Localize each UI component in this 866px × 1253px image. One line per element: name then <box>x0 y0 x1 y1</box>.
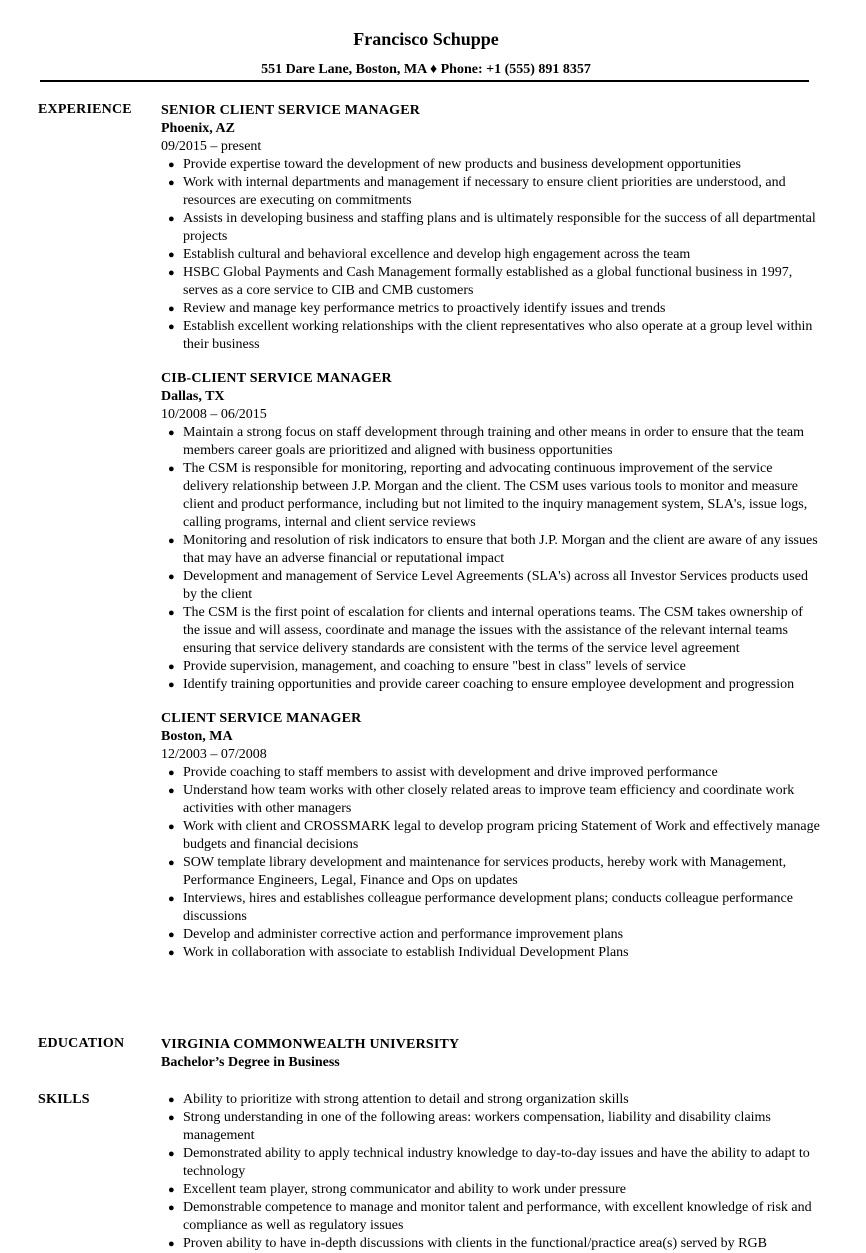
list-item <box>161 318 821 354</box>
list-item <box>161 1235 821 1253</box>
skills-list <box>161 1091 821 1253</box>
bullet-icon: ● <box>168 321 175 333</box>
bullet-icon: ● <box>168 785 175 797</box>
bullet-text: Monitoring and resolution of risk indicators to ensure that both J.P. Morgan and the client are aware of any issues that may have an adverse financial or reputational impact <box>183 533 818 566</box>
bullet-text: HSBC Global Payments and Cash Management formally established as a global functional business in 1997, serves as a core service to CIB and CMB customers <box>183 265 793 298</box>
job-bullet-list <box>161 424 821 694</box>
skills-section <box>161 1091 821 1253</box>
bullet-icon: ● <box>168 159 175 171</box>
list-item <box>161 246 821 264</box>
bullet-text: Understand how team works with other closely related areas to improve team efficiency and coordinate work activities with other managers <box>183 783 795 816</box>
bullet-text: Demonstrable competence to manage and monitor talent and performance, with excellent knowledge of risk and compliance as well as regulatory issues <box>183 1200 812 1233</box>
list-item <box>161 210 821 246</box>
bullet-icon: ● <box>168 1238 175 1250</box>
bullet-text: Interviews, hires and establishes colleague performance development plans; conducts colleague performance discussions <box>183 891 793 924</box>
bullet-icon: ● <box>168 1202 175 1214</box>
bullet-icon: ● <box>168 607 175 619</box>
bullet-text: Ability to prioritize with strong attention to detail and strong organization skills <box>183 1092 629 1107</box>
bullet-text: Excellent team player, strong communicator and ability to work under pressure <box>183 1182 627 1197</box>
bullet-text: Strong understanding in one of the following areas: workers compensation, liability and disability claims management <box>183 1110 771 1143</box>
bullet-icon: ● <box>168 947 175 959</box>
job-title: CLIENT SERVICE MANAGER <box>161 711 362 726</box>
job-entry <box>161 102 821 354</box>
list-item <box>161 264 821 300</box>
bullet-icon: ● <box>168 571 175 583</box>
list-item <box>161 568 821 604</box>
experience-section <box>161 102 821 978</box>
bullet-icon: ● <box>168 1094 175 1106</box>
list-item <box>161 156 821 174</box>
bullet-text: Provide coaching to staff members to assist with development and drive improved performance <box>183 765 718 780</box>
bullet-text: The CSM is responsible for monitoring, reporting and advocating continuous improvement of the service delivery relationship between J.P. Morgan and the client. The CSM uses various tools to monitor and measure client and product performance, including but not limited to the inquiry management system, SLA's, issue logs, calling programs, internal and client service reviews <box>183 461 808 530</box>
bullet-text: Work in collaboration with associate to establish Individual Development Plans <box>183 945 629 960</box>
bullet-icon: ● <box>168 427 175 439</box>
bullet-icon: ● <box>168 821 175 833</box>
job-entry <box>161 370 821 694</box>
list-item <box>161 1091 821 1109</box>
bullet-text: Work with internal departments and management if necessary to ensure client priorities are understood, and resources are executing on commitments <box>183 175 786 208</box>
list-item <box>161 1109 821 1145</box>
bullet-text: Work with client and CROSSMARK legal to develop program pricing Statement of Work and effectively manage budgets and financial decisions <box>183 819 820 852</box>
bullet-icon: ● <box>168 1148 175 1160</box>
list-item <box>161 174 821 210</box>
list-item <box>161 764 821 782</box>
list-item <box>161 300 821 318</box>
bullet-icon: ● <box>168 893 175 905</box>
experience-heading: EXPERIENCE <box>38 102 132 117</box>
bullet-text: Proven ability to have in-depth discussions with clients in the functional/practice area(s) served by RGB <box>183 1236 767 1251</box>
bullet-icon: ● <box>168 267 175 279</box>
bullet-icon: ● <box>168 661 175 673</box>
job-bullet-list <box>161 156 821 354</box>
candidate-name: Francisco Schuppe <box>353 29 499 49</box>
list-item <box>161 424 821 460</box>
bullet-text: Establish excellent working relationships with the client representatives who also operate at a group level within their business <box>183 319 813 352</box>
list-item <box>161 460 821 532</box>
job-location: Boston, MA <box>161 729 233 744</box>
job-location: Phoenix, AZ <box>161 121 235 136</box>
bullet-icon: ● <box>168 213 175 225</box>
list-item <box>161 926 821 944</box>
bullet-icon: ● <box>168 535 175 547</box>
bullet-icon: ● <box>168 929 175 941</box>
bullet-text: The CSM is the first point of escalation for clients and internal operations teams. The CSM takes ownership of the issue and will assess, coordinate and manage the issues with the assistance of the relevant internal teams ensuring that service delivery standards are consistent with the terms of the service level agreement <box>183 605 803 656</box>
bullet-icon: ● <box>168 857 175 869</box>
job-dates: 09/2015 – present <box>161 139 262 154</box>
contact-line: 551 Dare Lane, Boston, MA ♦ Phone: +1 (555) 891 8357 <box>261 62 591 77</box>
skills-heading: SKILLS <box>38 1092 90 1107</box>
bullet-text: SOW template library development and maintenance for services products, hereby work with Management, Performance Engineers, Legal, Finance and Ops on updates <box>183 855 787 888</box>
job-location: Dallas, TX <box>161 389 225 404</box>
list-item <box>161 854 821 890</box>
bullet-icon: ● <box>168 679 175 691</box>
job-title: CIB-CLIENT SERVICE MANAGER <box>161 371 392 386</box>
job-title: SENIOR CLIENT SERVICE MANAGER <box>161 103 421 118</box>
bullet-icon: ● <box>168 177 175 189</box>
bullet-text: Provide expertise toward the development of new products and business development opportunities <box>183 157 741 172</box>
list-item <box>161 604 821 658</box>
bullet-text: Establish cultural and behavioral excellence and develop high engagement across the team <box>183 247 691 262</box>
education-heading: EDUCATION <box>38 1036 125 1051</box>
bullet-icon: ● <box>168 249 175 261</box>
bullet-icon: ● <box>168 303 175 315</box>
job-entry <box>161 710 821 962</box>
list-item <box>161 1145 821 1181</box>
list-item <box>161 658 821 676</box>
education-section <box>161 1036 821 1072</box>
bullet-text: Demonstrated ability to apply technical industry knowledge to day-to-day issues and have the ability to adapt to technology <box>183 1146 810 1179</box>
bullet-text: Assists in developing business and staffing plans and is ultimately responsible for the success of all departmental projects <box>183 211 816 244</box>
job-dates: 12/2003 – 07/2008 <box>161 747 267 762</box>
bullet-text: Develop and administer corrective action and performance improvement plans <box>183 927 624 942</box>
bullet-text: Maintain a strong focus on staff development through training and other means in order to ensure that the team members career goals are prioritized and aligned with business opportunities <box>183 425 805 458</box>
job-dates: 10/2008 – 06/2015 <box>161 407 267 422</box>
degree-name: Bachelor’s Degree in Business <box>161 1055 340 1070</box>
bullet-icon: ● <box>168 767 175 779</box>
bullet-text: Identify training opportunities and provide career coaching to ensure employee development and progression <box>183 677 795 692</box>
list-item <box>161 676 821 694</box>
list-item <box>161 1181 821 1199</box>
list-item <box>161 818 821 854</box>
school-name: VIRGINIA COMMONWEALTH UNIVERSITY <box>161 1037 460 1052</box>
list-item <box>161 532 821 568</box>
bullet-text: Provide supervision, management, and coaching to ensure "best in class" levels of service <box>183 659 686 674</box>
bullet-icon: ● <box>168 1112 175 1124</box>
header-divider <box>40 80 809 82</box>
list-item <box>161 1199 821 1235</box>
list-item <box>161 782 821 818</box>
bullet-text: Review and manage key performance metrics to proactively identify issues and trends <box>183 301 666 316</box>
bullet-text: Development and management of Service Level Agreements (SLA's) across all Investor Services products used by the client <box>183 569 808 602</box>
bullet-icon: ● <box>168 1184 175 1196</box>
job-bullet-list <box>161 764 821 962</box>
list-item <box>161 944 821 962</box>
list-item <box>161 890 821 926</box>
bullet-icon: ● <box>168 463 175 475</box>
